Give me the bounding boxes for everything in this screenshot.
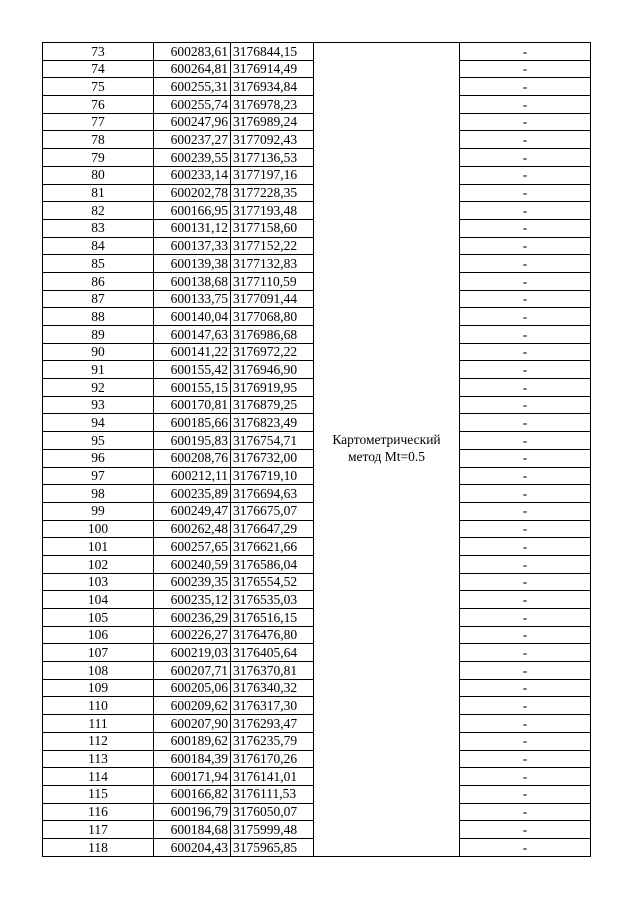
coordinates-table-body [43,43,591,857]
x-coordinate-cell: 600141,22 [154,343,231,361]
x-coordinate-cell: 600166,95 [154,202,231,220]
accuracy-cell: - [460,538,591,556]
accuracy-cell: - [460,697,591,715]
y-coordinate-cell: 3175999,48 [231,821,314,839]
y-coordinate-cell: 3177091,44 [231,290,314,308]
x-coordinate-cell: 600185,66 [154,414,231,432]
accuracy-cell: - [460,255,591,273]
accuracy-cell: - [460,166,591,184]
x-coordinate-cell: 600247,96 [154,113,231,131]
point-number-cell: 74 [43,60,154,78]
point-number-cell: 95 [43,432,154,450]
x-coordinate-cell: 600235,12 [154,591,231,609]
accuracy-cell: - [460,78,591,96]
point-number-cell: 96 [43,449,154,467]
y-coordinate-cell: 3176141,01 [231,768,314,786]
point-number-cell: 75 [43,78,154,96]
accuracy-cell: - [460,502,591,520]
point-number-cell: 101 [43,538,154,556]
point-number-cell: 88 [43,308,154,326]
y-coordinate-cell: 3176370,81 [231,662,314,680]
point-number-cell: 116 [43,803,154,821]
accuracy-cell: - [460,626,591,644]
y-coordinate-cell: 3177136,53 [231,149,314,167]
x-coordinate-cell: 600233,14 [154,166,231,184]
y-coordinate-cell: 3177110,59 [231,272,314,290]
x-coordinate-cell: 600166,82 [154,785,231,803]
point-number-cell: 80 [43,166,154,184]
point-number-cell: 112 [43,732,154,750]
point-number-cell: 82 [43,202,154,220]
y-coordinate-cell: 3176972,22 [231,343,314,361]
x-coordinate-cell: 600204,43 [154,838,231,856]
x-coordinate-cell: 600257,65 [154,538,231,556]
accuracy-cell: - [460,202,591,220]
accuracy-cell: - [460,113,591,131]
x-coordinate-cell: 600195,83 [154,432,231,450]
y-coordinate-cell: 3176586,04 [231,555,314,573]
y-coordinate-cell: 3176235,79 [231,732,314,750]
x-coordinate-cell: 600155,42 [154,361,231,379]
x-coordinate-cell: 600226,27 [154,626,231,644]
accuracy-cell: - [460,184,591,202]
point-number-cell: 104 [43,591,154,609]
point-number-cell: 108 [43,662,154,680]
y-coordinate-cell: 3176732,00 [231,449,314,467]
accuracy-cell: - [460,750,591,768]
accuracy-cell: - [460,131,591,149]
accuracy-cell: - [460,732,591,750]
y-coordinate-cell: 3176694,63 [231,485,314,503]
x-coordinate-cell: 600133,75 [154,290,231,308]
y-coordinate-cell: 3176111,53 [231,785,314,803]
x-coordinate-cell: 600235,89 [154,485,231,503]
point-number-cell: 106 [43,626,154,644]
y-coordinate-cell: 3176946,90 [231,361,314,379]
point-number-cell: 114 [43,768,154,786]
x-coordinate-cell: 600249,47 [154,502,231,520]
accuracy-cell: - [460,785,591,803]
y-coordinate-cell: 3176647,29 [231,520,314,538]
y-coordinate-cell: 3176170,26 [231,750,314,768]
point-number-cell: 113 [43,750,154,768]
y-coordinate-cell: 3177193,48 [231,202,314,220]
point-number-cell: 87 [43,290,154,308]
point-number-cell: 91 [43,361,154,379]
point-number-cell: 81 [43,184,154,202]
y-coordinate-cell: 3176919,95 [231,379,314,397]
y-coordinate-cell: 3176934,84 [231,78,314,96]
point-number-cell: 97 [43,467,154,485]
accuracy-cell: - [460,679,591,697]
x-coordinate-cell: 600140,04 [154,308,231,326]
point-number-cell: 115 [43,785,154,803]
x-coordinate-cell: 600207,90 [154,715,231,733]
accuracy-cell: - [460,361,591,379]
x-coordinate-cell: 600171,94 [154,768,231,786]
accuracy-cell: - [460,715,591,733]
accuracy-cell: - [460,768,591,786]
x-coordinate-cell: 600205,06 [154,679,231,697]
y-coordinate-cell: 3176675,07 [231,502,314,520]
y-coordinate-cell: 3176554,52 [231,573,314,591]
y-coordinate-cell: 3176535,03 [231,591,314,609]
point-number-cell: 117 [43,821,154,839]
point-number-cell: 110 [43,697,154,715]
y-coordinate-cell: 3176621,66 [231,538,314,556]
x-coordinate-cell: 600236,29 [154,609,231,627]
x-coordinate-cell: 600239,55 [154,149,231,167]
accuracy-cell: - [460,96,591,114]
y-coordinate-cell: 3177158,60 [231,219,314,237]
point-number-cell: 84 [43,237,154,255]
point-number-cell: 83 [43,219,154,237]
accuracy-cell: - [460,485,591,503]
table-row [43,43,591,61]
point-number-cell: 79 [43,149,154,167]
x-coordinate-cell: 600283,61 [154,43,231,61]
point-number-cell: 103 [43,573,154,591]
y-coordinate-cell: 3176914,49 [231,60,314,78]
method-line-1: Картометрический [332,432,441,448]
y-coordinate-cell: 3176293,47 [231,715,314,733]
accuracy-cell: - [460,326,591,344]
x-coordinate-cell: 600208,76 [154,449,231,467]
y-coordinate-cell: 3176405,64 [231,644,314,662]
y-coordinate-cell: 3177228,35 [231,184,314,202]
accuracy-cell: - [460,803,591,821]
accuracy-cell: - [460,821,591,839]
x-coordinate-cell: 600147,63 [154,326,231,344]
x-coordinate-cell: 600184,68 [154,821,231,839]
accuracy-cell: - [460,396,591,414]
point-number-cell: 107 [43,644,154,662]
x-coordinate-cell: 600262,48 [154,520,231,538]
accuracy-cell: - [460,609,591,627]
point-number-cell: 118 [43,838,154,856]
point-number-cell: 102 [43,555,154,573]
point-number-cell: 111 [43,715,154,733]
x-coordinate-cell: 600202,78 [154,184,231,202]
x-coordinate-cell: 600207,71 [154,662,231,680]
accuracy-cell: - [460,219,591,237]
accuracy-cell: - [460,591,591,609]
accuracy-cell: - [460,520,591,538]
point-number-cell: 76 [43,96,154,114]
y-coordinate-cell: 3176978,23 [231,96,314,114]
x-coordinate-cell: 600184,39 [154,750,231,768]
y-coordinate-cell: 3176754,71 [231,432,314,450]
point-number-cell: 90 [43,343,154,361]
x-coordinate-cell: 600209,62 [154,697,231,715]
point-number-cell: 77 [43,113,154,131]
accuracy-cell: - [460,838,591,856]
x-coordinate-cell: 600137,33 [154,237,231,255]
point-number-cell: 98 [43,485,154,503]
x-coordinate-cell: 600131,12 [154,219,231,237]
accuracy-cell: - [460,60,591,78]
accuracy-cell: - [460,432,591,450]
accuracy-cell: - [460,308,591,326]
point-number-cell: 93 [43,396,154,414]
point-number-cell: 86 [43,272,154,290]
y-coordinate-cell: 3177132,83 [231,255,314,273]
y-coordinate-cell: 3176823,49 [231,414,314,432]
x-coordinate-cell: 600237,27 [154,131,231,149]
accuracy-cell: - [460,555,591,573]
point-number-cell: 92 [43,379,154,397]
accuracy-cell: - [460,343,591,361]
y-coordinate-cell: 3176989,24 [231,113,314,131]
y-coordinate-cell: 3176340,32 [231,679,314,697]
x-coordinate-cell: 600196,79 [154,803,231,821]
y-coordinate-cell: 3176317,30 [231,697,314,715]
accuracy-cell: - [460,644,591,662]
point-number-cell: 94 [43,414,154,432]
x-coordinate-cell: 600155,15 [154,379,231,397]
y-coordinate-cell: 3176986,68 [231,326,314,344]
method-cell [314,43,460,857]
y-coordinate-cell: 3175965,85 [231,838,314,856]
accuracy-cell: - [460,662,591,680]
accuracy-cell: - [460,43,591,61]
y-coordinate-cell: 3176050,07 [231,803,314,821]
x-coordinate-cell: 600170,81 [154,396,231,414]
accuracy-cell: - [460,467,591,485]
y-coordinate-cell: 3176719,10 [231,467,314,485]
point-number-cell: 78 [43,131,154,149]
point-number-cell: 89 [43,326,154,344]
accuracy-cell: - [460,272,591,290]
y-coordinate-cell: 3176476,80 [231,626,314,644]
accuracy-cell: - [460,149,591,167]
method-line-2: метод Mt=0.5 [347,449,426,465]
accuracy-cell: - [460,290,591,308]
x-coordinate-cell: 600138,68 [154,272,231,290]
x-coordinate-cell: 600264,81 [154,60,231,78]
x-coordinate-cell: 600219,03 [154,644,231,662]
point-number-cell: 105 [43,609,154,627]
y-coordinate-cell: 3177197,16 [231,166,314,184]
y-coordinate-cell: 3176516,15 [231,609,314,627]
point-number-cell: 85 [43,255,154,273]
accuracy-cell: - [460,237,591,255]
point-number-cell: 73 [43,43,154,61]
point-number-cell: 99 [43,502,154,520]
y-coordinate-cell: 3176879,25 [231,396,314,414]
x-coordinate-cell: 600189,62 [154,732,231,750]
x-coordinate-cell: 600239,35 [154,573,231,591]
y-coordinate-cell: 3177068,80 [231,308,314,326]
x-coordinate-cell: 600212,11 [154,467,231,485]
x-coordinate-cell: 600255,31 [154,78,231,96]
coordinates-table [42,42,591,857]
y-coordinate-cell: 3177152,22 [231,237,314,255]
point-number-cell: 109 [43,679,154,697]
point-number-cell: 100 [43,520,154,538]
accuracy-cell: - [460,379,591,397]
y-coordinate-cell: 3176844,15 [231,43,314,61]
accuracy-cell: - [460,573,591,591]
accuracy-cell: - [460,414,591,432]
y-coordinate-cell: 3177092,43 [231,131,314,149]
x-coordinate-cell: 600255,74 [154,96,231,114]
x-coordinate-cell: 600240,59 [154,555,231,573]
x-coordinate-cell: 600139,38 [154,255,231,273]
accuracy-cell: - [460,449,591,467]
